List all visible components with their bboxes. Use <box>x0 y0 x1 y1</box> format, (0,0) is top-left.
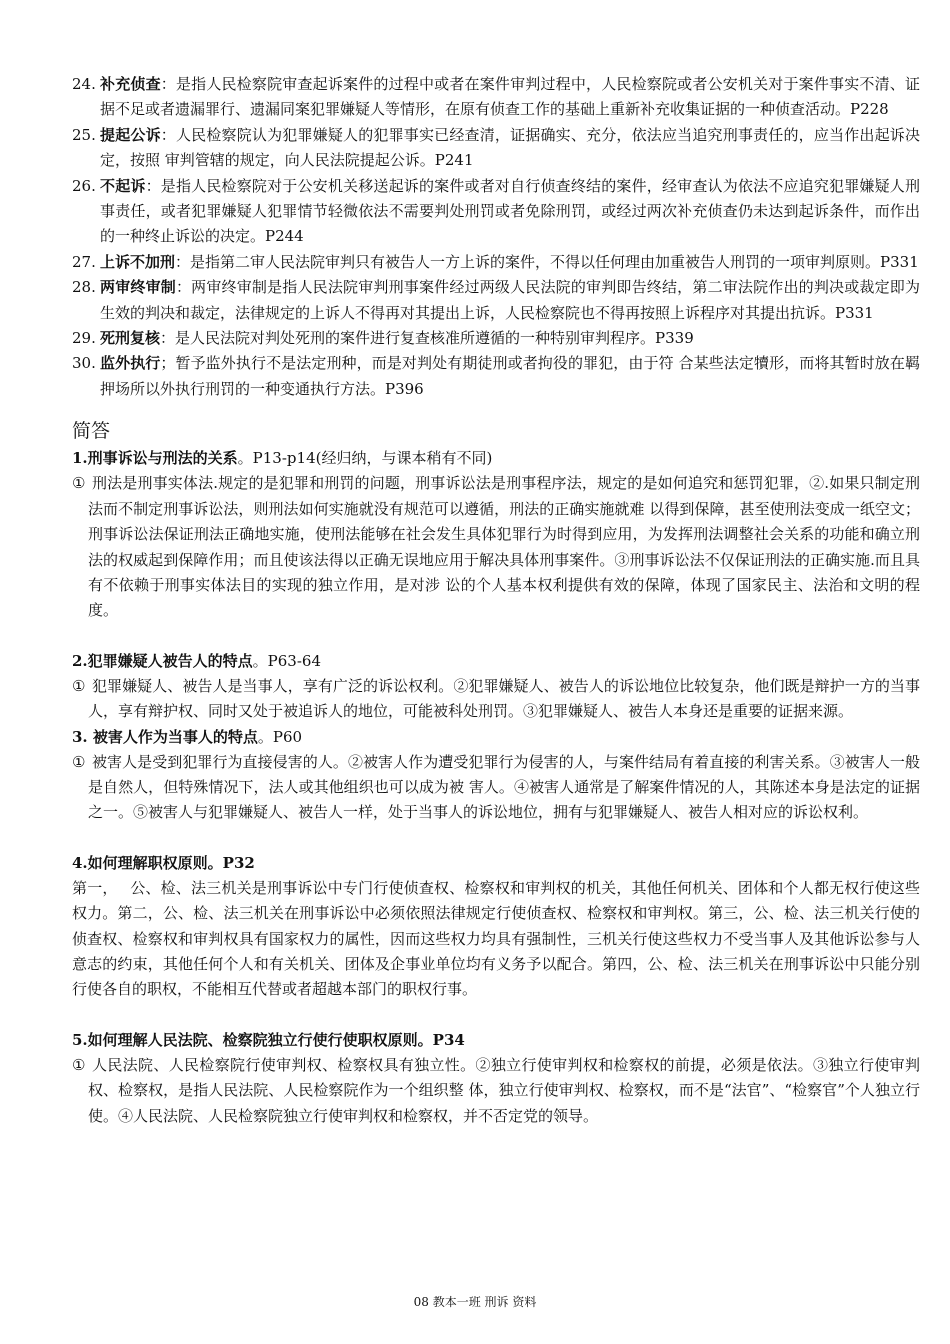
definition-term: 不起诉 <box>100 176 146 195</box>
definition-text: ；暂予监外执行不是法定刑种，而是对判处有期徒刑或者拘役的罪犯，由于符 合某些法定犢形，而将其暂时放在羁押场所以外执行刑罚的一种变通执行方法。P396 <box>100 354 920 398</box>
definition-text: ：是指第二审人民法院审判只有被告人一方上诉的案件，不得以任何理由加重被告人刑罚的一项审判原则。P331 <box>175 252 919 271</box>
definition-term: 两审终审制 <box>100 278 176 297</box>
list-marker: ① <box>72 1055 86 1074</box>
question-title: 2.犯罪嫌疑人被告人的特点 <box>72 651 253 670</box>
definition-list <box>72 72 920 402</box>
definition-term: 监外执行 <box>100 354 161 373</box>
item-number: 27. <box>72 252 96 271</box>
question-page-ref: 。P63-64 <box>252 651 322 670</box>
question-heading <box>72 649 920 674</box>
definition-term: 上诉不加刑 <box>100 252 176 271</box>
definition-text: ：两审终审制是指人民法院审判刑事案件经过两级人民法院的审判即告终结，第二审法院作出的判决或裁定即为生效的判决和裁定，法律规定的上诉人不得再对其提出上诉，人民检察院也不得再按照上诉程序对其提出抗诉。P331 <box>100 278 920 322</box>
answer-text: 被害人是受到犯罪行为直接侵害的人。②被害人作为遭受犯罪行为侵害的人，与案件结局有着直接的利害关系。③被害人一般是自然人，但特殊情况下，法人或其他组织也可以成为被 害人。④被害人通常是了解案件情况的人，其陈述本身是法定的证据之一。⑤被害人与犯罪嫌疑人、被告人一样，处于当事人的诉讼地位，拥有与犯罪嫌疑人、被告人相对应的诉讼权利。 <box>88 752 920 822</box>
item-number: 26. <box>72 176 96 195</box>
definition-text: ：是指人民检察院对于公安机关移送起诉的案件或者对自行侦查终结的案件，经审查认为依法不应追究犯罪嫌疑人刑事责任，或者犯罪嫌疑人犯罪情节轻微依法不需要判处刑罚或者免除刑罚，或经过两次补充侦查仍未达到起诉条件，而作出的一种终止诉讼的决定。P244 <box>100 176 920 246</box>
answer-text: 第一， 公、检、法三机关是刑事诉讼中专门行使侦查权、检察权和审判权的机关，其他任何机关、团体和个人都无权行使这些权力。第二，公、检、法三机关在刑事诉讼中必须依照法律规定行使侦查权、检察权和审判权。第三，公、检、法三机关行使的侦查权、检察权和审判权具有国家权力的属性，因而这些权力均具有强制性，三机关行使这些权力不受当事人及其他诉讼参与人意志的约束，其他任何个人和有关机关、团体及企事业单位均有义务予以配合。第四，公、检、法三机关在刑事诉讼中只能分别行使各自的职权，不能相互代替或者超越本部门的职权行事。 <box>72 878 920 999</box>
answer-text: 刑法是刑事实体法.规定的是犯罪和刑罚的问题，刑事诉讼法是刑事程序法，规定的是如何追究和惩罚犯罪，②.如果只制定刑法而不制定刑事诉讼法，则刑法如何实施就没有规范可以遵循，刑法的正确实施就难 以得到保障，甚至使刑法变成一纸空文；刑事诉讼法保证刑法正确地实施，使刑法能够在社会发生具体犯罪行为时得到应用，为发挥刑法调整社会关系的功能和确立刑法的权威起到保障作用；而且使该法得以正确无误地应用于解决具体刑事案件。③刑事诉讼法不仅保证刑法的正确实施.而且具有不依赖于刑事实体法目的实现的独立作用，是对涉 讼的个人基本权利提供有效的保障，体现了国家民主、法治和文明的程度。 <box>88 474 920 620</box>
page-footer: 08 教本一班 刑诉 资料 <box>413 1295 537 1309</box>
item-number: 30. <box>72 354 96 373</box>
spacer <box>72 1003 920 1028</box>
question-title: 4.如何理解职权原则。P32 <box>72 853 255 872</box>
definition-item <box>72 275 920 326</box>
answer-paragraph <box>72 674 920 725</box>
definition-item <box>72 351 920 402</box>
definition-item <box>72 174 920 250</box>
definition-text: ：是指人民检察院审查起诉案件的过程中或者在案件审判过程中，人民检察院或者公安机关对于案件事实不清、证据不足或者遗漏罪行、遗漏同案犯罪嫌疑人等情形，在原有侦查工作的基础上重新补充收集证据的一种侦查活动。P228 <box>100 75 920 119</box>
definition-term: 死刑复核 <box>100 329 161 348</box>
definition-item <box>72 326 920 351</box>
item-number: 29. <box>72 329 96 348</box>
item-number: 28. <box>72 278 96 297</box>
item-number: 24. <box>72 75 96 93</box>
answer-paragraph <box>72 471 920 623</box>
definition-text: ：是人民法院对判处死刑的案件进行复查核准所遵循的一种特别审判程序。P339 <box>160 329 694 348</box>
definition-item <box>72 250 920 275</box>
definition-item <box>72 72 920 123</box>
page-content <box>72 72 920 1129</box>
question-heading <box>72 446 920 471</box>
definition-term: 补充侦查 <box>100 75 161 93</box>
definition-term: 提起公诉 <box>100 125 161 144</box>
spacer <box>72 826 920 851</box>
question-heading <box>72 725 920 750</box>
list-marker: ① <box>72 752 86 771</box>
question-page-ref: 。P13-p14(经归纳，与课本稍有不同) <box>237 449 493 468</box>
list-marker: ① <box>72 474 86 493</box>
answer-paragraph <box>72 1053 920 1129</box>
question-title: 3. 被害人作为当事人的特点 <box>72 727 258 746</box>
question-page-ref: 。P60 <box>257 727 303 746</box>
spacer <box>72 624 920 649</box>
question-title: 5.如何理解人民法院、检察院独立行使行使职权原则。P34 <box>72 1030 465 1049</box>
item-number: 25. <box>72 125 96 144</box>
answer-text: 人民法院、人民检察院行使审判权、检察权具有独立性。②独立行使审判权和检察权的前提，必须是依法。③独立行使审判权、检察权，是指人民法院、人民检察院作为一个组织整 体，独立行使审判权、检察权，而不是“法官”、“检察官”个人独立行使。④人民法院、人民检察院独立行使审判权和检察权，并不否定党的领导。 <box>88 1055 920 1125</box>
definition-item <box>72 123 920 174</box>
definition-text: ：人民检察院认为犯罪嫌疑人的犯罪事实已经查清，证据确实、充分，依法应当追究刑事责任的，应当作出起诉决定，按照 审判管辖的规定，向人民法院提起公诉。P241 <box>100 125 920 170</box>
list-marker: ① <box>72 676 86 695</box>
answer-paragraph <box>72 750 920 826</box>
question-title: 1.刑事诉讼与刑法的关系 <box>72 449 238 468</box>
answer-text: 犯罪嫌疑人、被告人是当事人，享有广泛的诉讼权利。②犯罪嫌疑人、被告人的诉讼地位比较复杂，他们既是辩护一方的当事人，享有辩护权、同时又处于被追诉人的地位，可能被科处刑罚。③犯罪嫌疑人、被告人本身还是重要的证据来源。 <box>88 676 920 721</box>
section-title: 简答 <box>72 420 111 443</box>
